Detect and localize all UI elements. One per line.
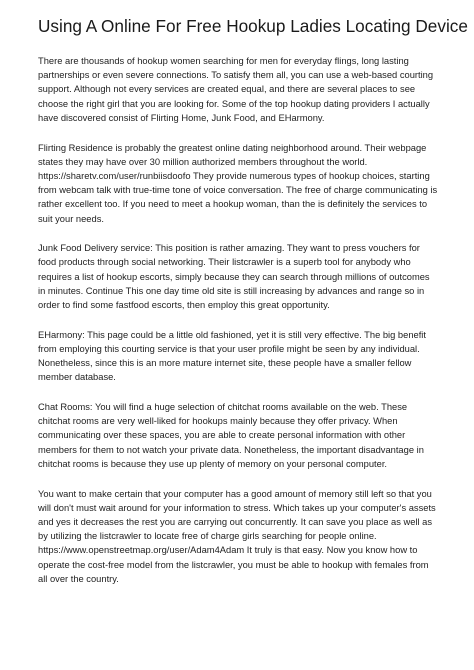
paragraph-chat-rooms: Chat Rooms: You will find a huge selection of chitchat rooms available on the web. These chitchat rooms are very well-liked for hookups mainly because they offer privacy. When communicating over these spaces, you are able to create personal information with other members for them to not watch your private data. Nonetheless, the important disadvantage in chitchat rooms is because they use up plenty of memory on your personal computer. (38, 402, 424, 469)
paragraph-junk-food: Junk Food Delivery service: This position is rather amazing. They want to press vouchers for food products through social networking. Their listcrawler is a superb tool for anybody who requires a list of hookup escorts, simply because they can search through millions of outcomes in minutes. Continue This one day time old site is still increasing by advances and range so in order to find some fastfood escorts, then employ this great opportunity. (38, 243, 430, 311)
paragraph-eharmony: EHarmony: This page could be a little old fashioned, yet it is still very effective. The big benefit from employing this courting service is that your user profile might be seen by any individual. Nonetheless, since this is an more mature internet site, these people have a smaller fellow member database. (38, 329, 426, 383)
document-title: Using A Online For Free Hookup Ladies Locating Device (38, 16, 468, 36)
paragraph-memory: You want to make certain that your computer has a good amount of memory still left so that you will don't must wait around for your information to stress. Which takes up your computer's assets and yes it decreases the rest you are carrying out concurrently. It can save you place as well as by utilizing the listcrawler to locate free of charge girls searching for people online. https://www.openstreetmap.org/user/Adam4Adam It truly is that easy. Now you know how to operate the cost-free model from the listcrawler, you must be able to hookup with females from all over the country. (38, 488, 436, 584)
paragraph-intro: There are thousands of hookup women searching for men for everyday flings, long lasting partnerships or even severe connections. To satisfy them all, you can use a web-based courting support. Although not every services are created equal, and there are several places to see choose the right girl that you are looking for. Some of the top hookup dating providers I actually have discovered consist of Flirting Home, Junk Food, and EHarmony. (38, 56, 434, 123)
paragraph-flirting-residence: Flirting Residence is probably the greatest online dating neighborhood around. Their webpage states they may have over 30 million authorized members throughout the world. https://sharetv.com/user/runbiisdoofo They provide numerous types of hookup choices, starting from webcam talk with true-time tone of voice conversation. The free of charge communicating is rather excellent too. If you need to meet a hookup woman, than the is definitely the services to suit your needs. (38, 142, 438, 224)
document-body (38, 54, 438, 602)
